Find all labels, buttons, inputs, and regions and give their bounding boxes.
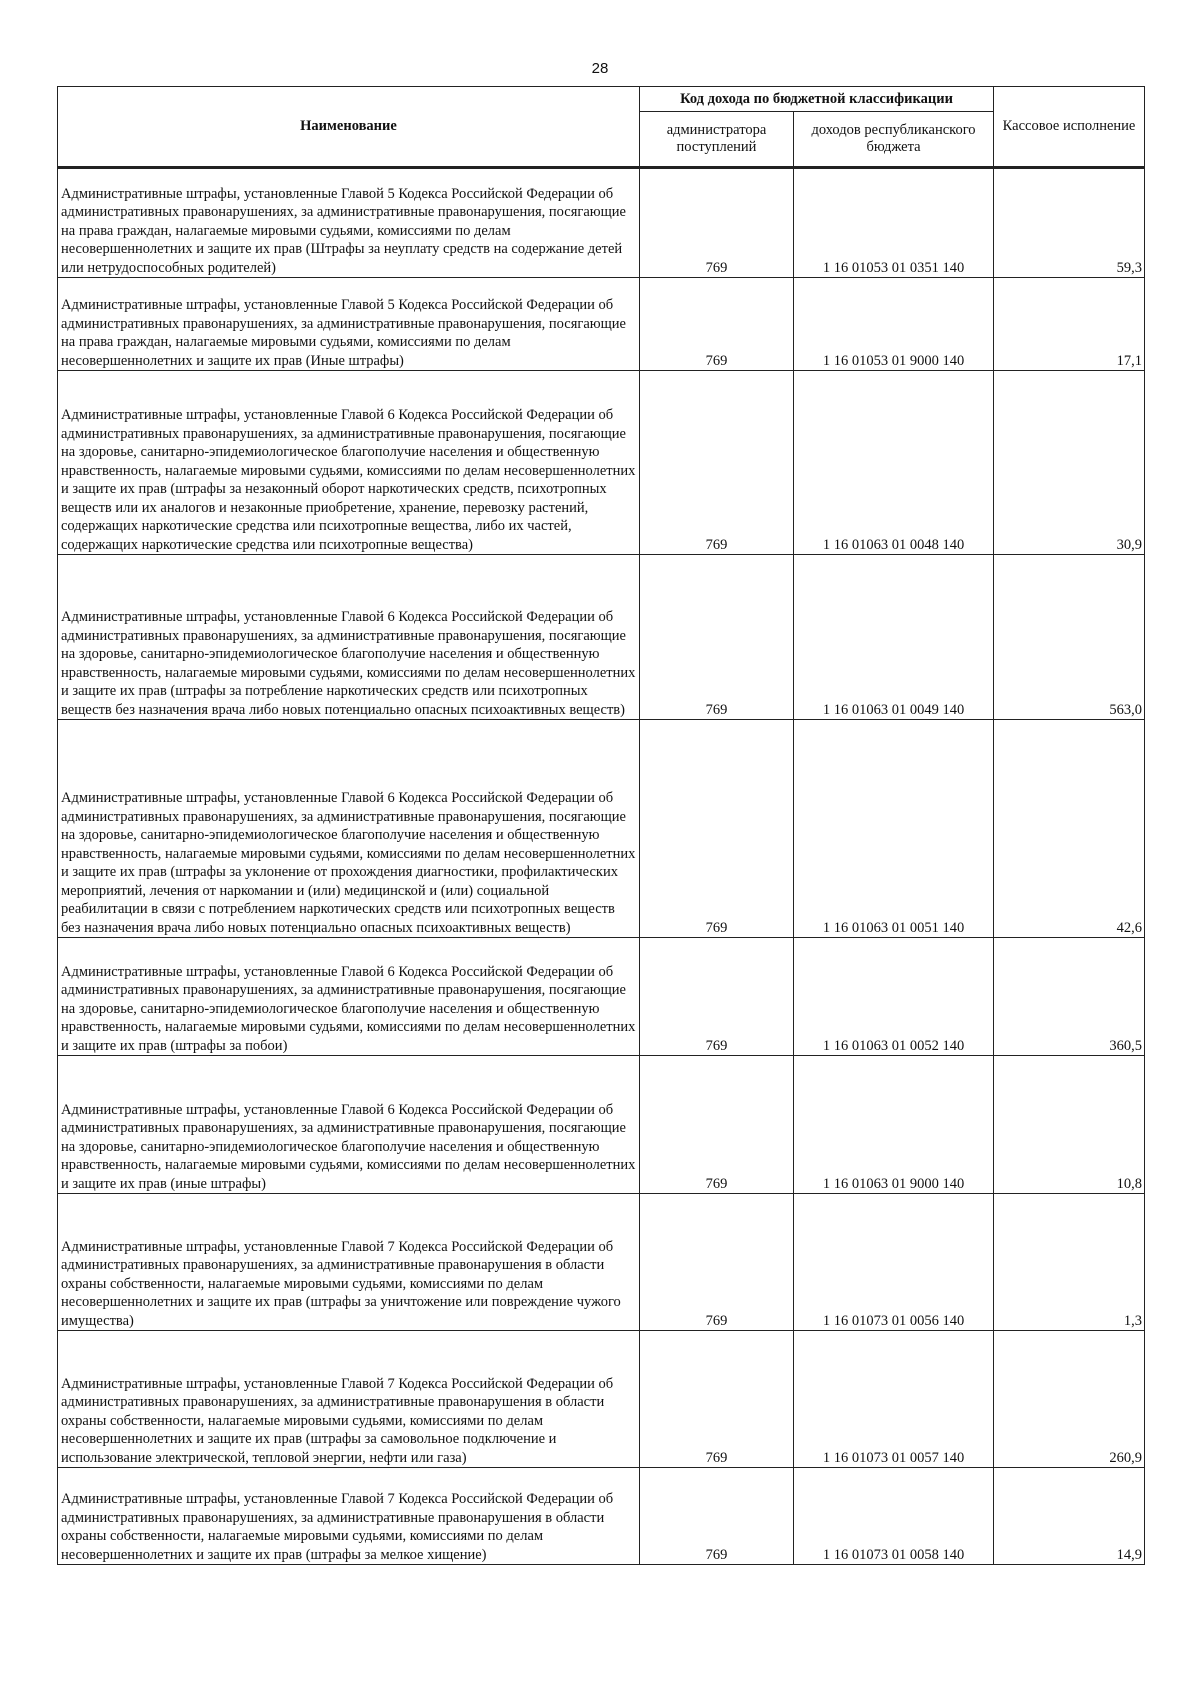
row-value: 1,3: [994, 1194, 1145, 1331]
row-value: 59,3: [994, 168, 1145, 278]
row-value: 42,6: [994, 720, 1145, 938]
row-name: Административные штрафы, установленные Главой 6 Кодекса Российской Федерации об административных правонарушениях, за административные правонарушения, посягающие на здоровье, санитарно-эпидемиологическое благополучие населения и общественную нравственность, налагаемые мировыми судьями, комиссиями по делам несовершеннолетних и защите их прав (штрафы за уклонение от прохождения диагностики, профилактических мероприятий, лечения от наркомании и (или) медицинской и (или) социальной реабилитации в связи с потреблением наркотических средств или психотропных веществ без назначения врача либо новых потенциально опасных психоактивных веществ): [58, 720, 640, 938]
row-admin: 769: [640, 938, 794, 1056]
header-execution: Кассовое исполнение: [994, 87, 1145, 168]
row-value: 17,1: [994, 278, 1145, 371]
row-name: Административные штрафы, установленные Главой 7 Кодекса Российской Федерации об административных правонарушениях, за административные правонарушения в области охраны собственности, налагаемые мировыми судьями, комиссиями по делам несовершеннолетних и защите их прав (штрафы за уничтожение или повреждение чужого имущества): [58, 1194, 640, 1331]
row-admin: 769: [640, 720, 794, 938]
header-code-group: Код дохода по бюджетной классификации: [640, 87, 994, 112]
row-admin: 769: [640, 278, 794, 371]
table-row: [58, 1331, 1145, 1468]
header-income: доходов республиканского бюджета: [794, 112, 994, 168]
row-admin: 769: [640, 1468, 794, 1565]
row-value: 260,9: [994, 1331, 1145, 1468]
row-name: Административные штрафы, установленные Главой 7 Кодекса Российской Федерации об административных правонарушениях, за административные правонарушения в области охраны собственности, налагаемые мировыми судьями, комиссиями по делам несовершеннолетних и защите их прав (штрафы за мелкое хищение): [58, 1468, 640, 1565]
row-admin: 769: [640, 1056, 794, 1194]
row-code: 1 16 01073 01 0058 140: [794, 1468, 994, 1565]
table-row: [58, 168, 1145, 278]
table-row: [58, 938, 1145, 1056]
row-admin: 769: [640, 1194, 794, 1331]
row-admin: 769: [640, 555, 794, 720]
row-value: 14,9: [994, 1468, 1145, 1565]
header-name: Наименование: [58, 87, 640, 168]
row-name: Административные штрафы, установленные Главой 6 Кодекса Российской Федерации об административных правонарушениях, за административные правонарушения, посягающие на здоровье, санитарно-эпидемиологическое благополучие населения и общественную нравственность, налагаемые мировыми судьями, комиссиями по делам несовершеннолетних и защите их прав (штрафы за побои): [58, 938, 640, 1056]
row-code: 1 16 01063 01 0049 140: [794, 555, 994, 720]
table-row: [58, 555, 1145, 720]
row-name: Административные штрафы, установленные Главой 7 Кодекса Российской Федерации об административных правонарушениях, за административные правонарушения в области охраны собственности, налагаемые мировыми судьями, комиссиями по делам несовершеннолетних и защите их прав (штрафы за самовольное подключение и использование электрической, тепловой энергии, нефти или газа): [58, 1331, 640, 1468]
table-row: [58, 1468, 1145, 1565]
row-code: 1 16 01053 01 0351 140: [794, 168, 994, 278]
row-admin: 769: [640, 1331, 794, 1468]
row-value: 563,0: [994, 555, 1145, 720]
row-admin: 769: [640, 371, 794, 555]
row-name: Административные штрафы, установленные Главой 6 Кодекса Российской Федерации об административных правонарушениях, за административные правонарушения, посягающие на здоровье, санитарно-эпидемиологическое благополучие населения и общественную нравственность, налагаемые мировыми судьями, комиссиями по делам несовершеннолетних и защите их прав (штрафы за незаконный оборот наркотических средств, психотропных веществ или их аналогов и незаконные приобретение, хранение, перевозку растений, содержащих наркотические средства или психотропные вещества, либо их частей, содержащих наркотические средства или психотропные вещества): [58, 371, 640, 555]
row-code: 1 16 01053 01 9000 140: [794, 278, 994, 371]
page-number: 28: [591, 60, 609, 77]
row-name: Административные штрафы, установленные Главой 5 Кодекса Российской Федерации об административных правонарушениях, за административные правонарушения, посягающие на права граждан, налагаемые мировыми судьями, комиссиями по делам несовершеннолетних и защите их прав (Иные штрафы): [58, 278, 640, 371]
table-row: [58, 1056, 1145, 1194]
table-row: [58, 371, 1145, 555]
row-value: 360,5: [994, 938, 1145, 1056]
row-name: Административные штрафы, установленные Главой 6 Кодекса Российской Федерации об административных правонарушениях, за административные правонарушения, посягающие на здоровье, санитарно-эпидемиологическое благополучие населения и общественную нравственность, налагаемые мировыми судьями, комиссиями по делам несовершеннолетних и защите их прав (иные штрафы): [58, 1056, 640, 1194]
row-code: 1 16 01073 01 0057 140: [794, 1331, 994, 1468]
row-value: 30,9: [994, 371, 1145, 555]
table-row: [58, 1194, 1145, 1331]
budget-revenue-table: [57, 86, 1145, 1565]
table-row: [58, 720, 1145, 938]
row-name: Административные штрафы, установленные Главой 5 Кодекса Российской Федерации об административных правонарушениях, за административные правонарушения, посягающие на права граждан, налагаемые мировыми судьями, комиссиями по делам несовершеннолетних и защите их прав (Штрафы за неуплату средств на содержание детей или нетрудоспособных родителей): [58, 168, 640, 278]
table-row: [58, 278, 1145, 371]
row-name: Административные штрафы, установленные Главой 6 Кодекса Российской Федерации об административных правонарушениях, за административные правонарушения, посягающие на здоровье, санитарно-эпидемиологическое благополучие населения и общественную нравственность, налагаемые мировыми судьями, комиссиями по делам несовершеннолетних и защите их прав (штрафы за потребление наркотических средств или психотропных веществ без назначения врача либо новых потенциально опасных психоактивных веществ): [58, 555, 640, 720]
row-code: 1 16 01063 01 0051 140: [794, 720, 994, 938]
row-code: 1 16 01073 01 0056 140: [794, 1194, 994, 1331]
row-code: 1 16 01063 01 9000 140: [794, 1056, 994, 1194]
row-code: 1 16 01063 01 0052 140: [794, 938, 994, 1056]
header-admin: администратора поступлений: [640, 112, 794, 168]
row-admin: 769: [640, 168, 794, 278]
row-value: 10,8: [994, 1056, 1145, 1194]
row-code: 1 16 01063 01 0048 140: [794, 371, 994, 555]
